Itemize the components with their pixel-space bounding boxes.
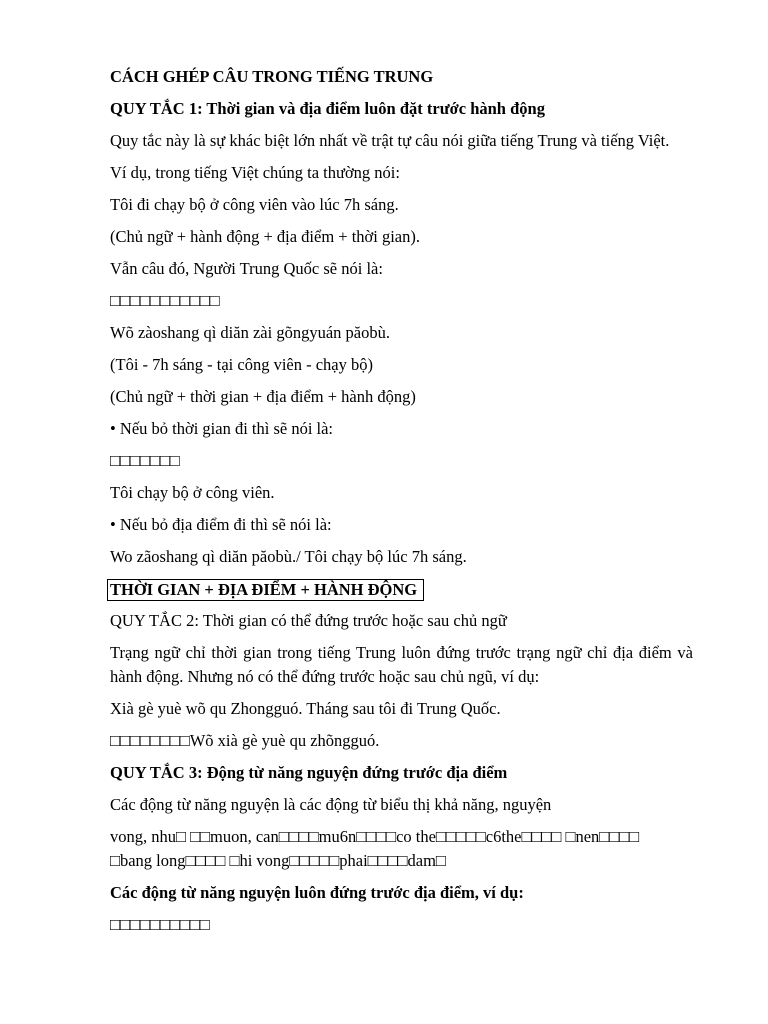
example-intro: Ví dụ, trong tiếng Việt chúng ta thường nói: <box>110 163 400 182</box>
omit-time-chinese: □□□□□□□ <box>110 451 180 470</box>
chinese-structure: (Chủ ngữ + thời gian + địa điểm + hành động) <box>110 387 416 406</box>
verb-list-line: vong, nhu□ □□muon, can□□□□mu6n□□□□co the□□□□□c6the□□□□ □nen□□□□ <box>110 827 640 847</box>
word-gloss: (Tôi - 7h sáng - tại công viên - chạy bộ) <box>110 355 374 374</box>
omit-time-intro: • Nếu bỏ thời gian đi thì sẽ nói là: <box>110 419 334 438</box>
vietnamese-sentence: Tôi đi chạy bộ ở công viên vào lúc 7h sáng. <box>110 195 399 214</box>
omit-place-example: Wo zãoshang qì diăn păobù./ Tôi chạy bộ lúc 7h sáng. <box>110 547 467 566</box>
rule-3-verb-list <box>110 825 693 873</box>
rule-1-explanation: Quy tắc này là sự khác biệt lớn nhất về trật tự câu nói giữa tiếng Trung và tiếng Việt. <box>110 131 670 150</box>
rule-1-heading: QUY TẮC 1: Thời gian và địa điểm luôn đặt trước hành động <box>110 99 545 118</box>
rule-2-example-1: Xià gè yuè wõ qu Zhongguó. Tháng sau tôi đi Trung Quốc. <box>110 699 501 719</box>
vietnamese-structure: (Chủ ngữ + hành động + địa điểm + thời gian). <box>110 227 421 246</box>
rule-3-heading: QUY TẮC 3: Động từ năng nguyện đứng trước địa điểm <box>110 763 508 783</box>
formula-line <box>110 577 693 601</box>
rule-2-explanation-line: Trạng ngữ chỉ thời gian trong tiếng Trung luôn đứng trước trạng ngữ chỉ địa điểm và <box>110 643 693 663</box>
rule-2-explanation <box>110 641 693 689</box>
chinese-intro: Vẫn câu đó, Người Trung Quốc sẽ nói là: <box>110 259 383 278</box>
rule-3-statement: Các động từ năng nguyện luôn đứng trước địa điểm, ví dụ: <box>110 883 524 903</box>
rule-2-explanation-line: hành động. Nhưng nó có thể đứng trước hoặc sau chủ ngũ, ví dụ: <box>110 667 540 687</box>
verb-list-line: □bang long□□□□ □hi vong□□□□□phai□□□□dam□ <box>110 851 446 871</box>
formula-box: THỜI GIAN + ĐỊA ĐIỂM + HÀNH ĐỘNG <box>107 579 424 601</box>
pinyin-sentence: Wõ zàoshang qì diăn zài gõngyuán păobù. <box>110 323 390 342</box>
rule-2-example-2: □□□□□□□□Wõ xià gè yuè qu zhõngguó. <box>110 731 380 751</box>
document-title: CÁCH GHÉP CÂU TRONG TIẾNG TRUNG <box>110 67 434 86</box>
rule-3-example: □□□□□□□□□□ <box>110 915 210 935</box>
omit-place-intro: • Nếu bỏ địa điểm đi thì sẽ nói là: <box>110 515 332 534</box>
omit-time-translation: Tôi chạy bộ ở công viên. <box>110 483 275 502</box>
chinese-sentence: □□□□□□□□□□□ <box>110 291 220 310</box>
rule-3-definition: Các động từ năng nguyện là các động từ biểu thị khả năng, nguyện <box>110 795 552 815</box>
rule-2-heading: QUY TẮC 2: Thời gian có thể đứng trước hoặc sau chủ ngữ <box>110 611 507 631</box>
